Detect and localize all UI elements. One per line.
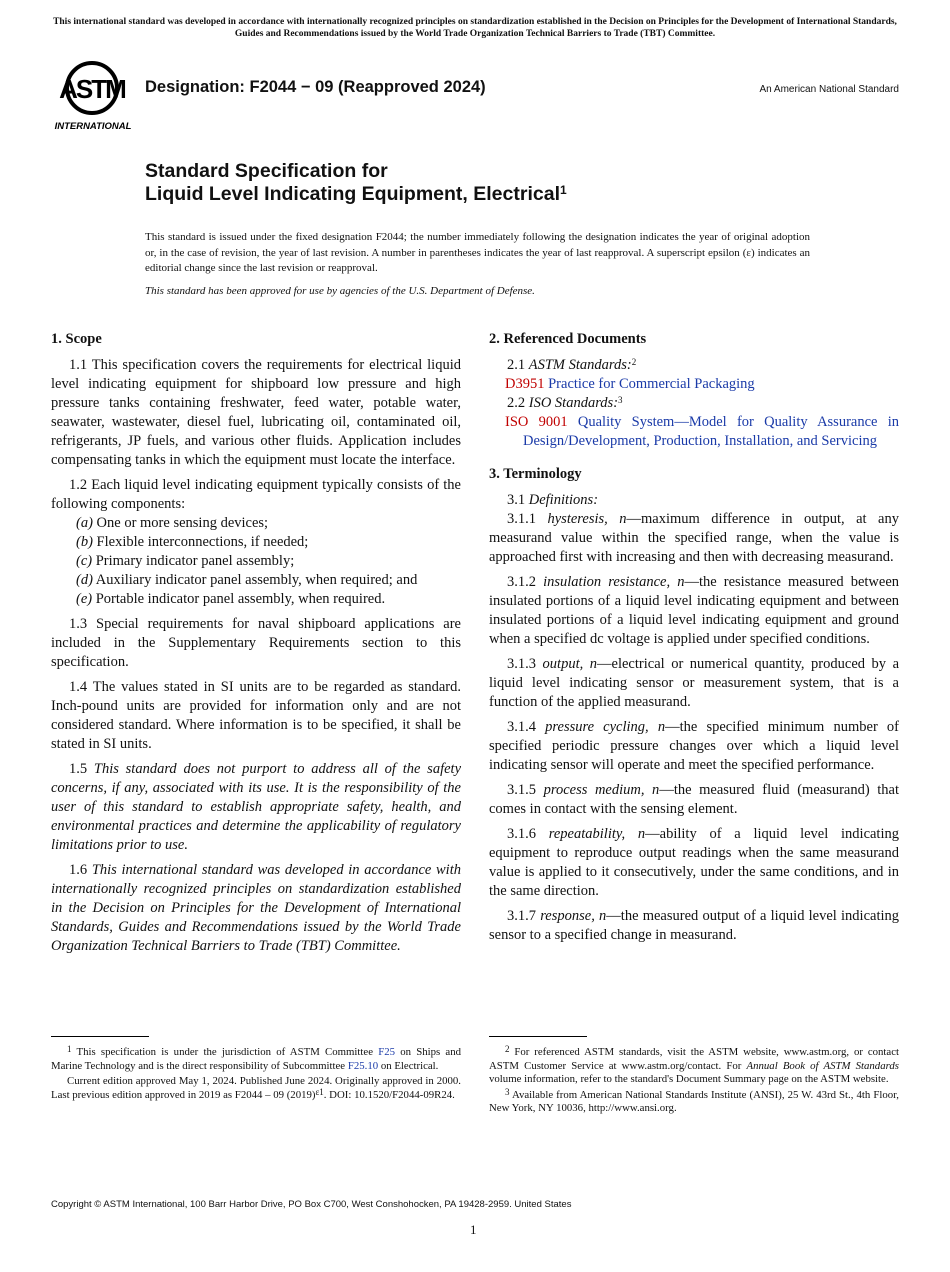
right-column bbox=[489, 330, 899, 951]
reference-code: D3951 bbox=[505, 376, 545, 392]
definition-repeatability: 3.1.6 repeatability, n—ability of a liquid level indicating equipment to reproduce output readings when the same measurand value is applied to it consecutively, under the same conditions, and in the same direction. bbox=[489, 826, 899, 899]
para-1-2: 1.2 Each liquid level indicating equipment typically consists of the following components: bbox=[51, 477, 461, 512]
title-footnote-mark: 1 bbox=[559, 183, 567, 197]
list-item: (d) Auxiliary indicator panel assembly, when required; and bbox=[76, 572, 418, 588]
logo-label: INTERNATIONAL bbox=[54, 121, 132, 132]
para-1-3: 1.3 Special requirements for naval shipboard applications are included in the Supplementary Requirements section to this specification. bbox=[51, 616, 461, 670]
list-item: (c) Primary indicator panel assembly; bbox=[76, 553, 295, 569]
definition-process-medium: 3.1.5 process medium, n—the measured fluid (measurand) that comes in contact with the sensing element. bbox=[489, 782, 900, 817]
para-1-5: 1.5 This standard does not purport to address all of the safety concerns, if any, associated with its use. It is the responsibility of the user of this standard to establish appropriate safety, health, and environmental practices and determine the applicability of regulatory limitations prior to use. bbox=[51, 761, 462, 853]
footnote-divider-right bbox=[489, 1036, 587, 1037]
subsection-3-1: 3.1 Definitions: bbox=[507, 492, 599, 508]
footnote-3: $^3$ Available from American National Standards Institute (ANSI), 25 W. 43rd St., 4th Floor, New York, NY 10036, http://www.ansi.org. bbox=[489, 1086, 899, 1114]
footnote-divider-left bbox=[51, 1036, 149, 1037]
definition-pressure-cycling: 3.1.4 pressure cycling, n—the specified minimum number of specified periodic pressure changes over which a liquid level indicating sensor will operate and meet the specified performance. bbox=[489, 719, 899, 773]
reference-title-link: Quality System—Model for Quality Assurance in Design/Development, Production, Installation, and Servicing bbox=[523, 414, 899, 449]
section-scope-heading: 1. Scope bbox=[51, 331, 102, 347]
astm-logo bbox=[52, 58, 134, 132]
footnotes-left bbox=[51, 1046, 461, 1104]
list-item: (a) One or more sensing devices; bbox=[76, 515, 269, 531]
subsection-2-2: 2.2 ISO Standards:$^3$ bbox=[507, 395, 623, 411]
reference-code: ISO 9001 bbox=[505, 414, 568, 430]
footnote-1: $^1$ This specification is under the jurisdiction of ASTM Committee F25 on Ships and Marine Technology and is the direct responsibility of Subcommittee F25.10 on Electrical. bbox=[51, 1044, 462, 1072]
section-terminology-heading: 3. Terminology bbox=[489, 466, 582, 482]
reference-d3951[interactable] bbox=[505, 375, 899, 394]
title-line-1: Standard Specification for bbox=[145, 160, 388, 182]
definition-response: 3.1.7 response, n—the measured output of a liquid level indicating sensor to a specified change in measurand. bbox=[489, 908, 900, 943]
svg-text:ASTM: ASTM bbox=[59, 74, 125, 104]
page-number: 1 bbox=[470, 1222, 477, 1237]
reference-iso-9001[interactable] bbox=[505, 413, 899, 451]
definition-insulation-resistance: 3.1.2 insulation resistance, n—the resistance measured between insulated portions of a liquid level indicating equipment and between insulated portions of a liquid level indicating equipment and ground when a specified dc voltage is applied under specified conditions. bbox=[489, 574, 900, 647]
list-item: (e) Portable indicator panel assembly, when required. bbox=[76, 591, 386, 607]
para-1-6: 1.6 This international standard was developed in accordance with internationally recognized principles on standardization established in the Decision on Principles for the Development of International Standards, Guides and Recommendations issued by the World Trade Organization Technical Barriers to Trade (TBT) Committee. bbox=[51, 862, 461, 954]
left-column bbox=[51, 330, 461, 962]
footnotes-right bbox=[489, 1046, 899, 1118]
section-references-heading: 2. Referenced Documents bbox=[489, 331, 647, 347]
subsection-2-1: 2.1 ASTM Standards:$^2$ bbox=[507, 357, 637, 373]
para-1-1: 1.1 This specification covers the requirements for electrical liquid level indicating equipment for shipboard low pressure and high pressure tanks containing freshwater, feed water, potable water, seawater, wastewater, diesel fuel, lubricating oil, contaminated oil, refrigerants, JP fuels, and various other fluids. Application includes compensating tanks in which the equipment must locate the interface. bbox=[51, 357, 461, 468]
dod-approval: This standard has been approved for use by agencies of the U.S. Department of Defense. bbox=[145, 285, 535, 297]
designation: Designation: F2044 − 09 (Reapproved 2024) bbox=[145, 78, 486, 96]
document-title bbox=[145, 160, 567, 206]
definition-output: 3.1.3 output, n—electrical or numerical quantity, produced by a liquid level indicating sensor or measurement system, that is a function of the applied measurand. bbox=[489, 656, 900, 710]
list-item: (b) Flexible interconnections, if needed; bbox=[76, 534, 309, 550]
top-note: This international standard was developed in accordance with internationally recognized principles on standardization established in the Decision on Principles for the Development of International Standards, Guides and Recommendations issued by the World Trade Organization Technical Barriers to Trade (TBT) Committee. bbox=[53, 17, 897, 39]
definition-hysteresis: 3.1.1 hysteresis, n—maximum difference in output, at any measurand value within the specified range, when the value is approached first with increasing and then with decreasing measurand. bbox=[489, 511, 899, 565]
footnote-2: $^2$ For referenced ASTM standards, visit the ASTM website, www.astm.org, or contact ASTM Customer Service at www.astm.org/contact. For Annual Book of ASTM Standards volume information, refer to the standard's Document Summary page on the ASTM website. bbox=[489, 1044, 899, 1085]
national-standard-label: An American National Standard bbox=[759, 84, 899, 95]
issued-statement: This standard is issued under the fixed designation F2044; the number immediately following the designation indicates the year of original adoption or, in the case of revision, the year of last revision. A number in parentheses indicates the year of last reapproval. A superscript epsilon (ε) indicates an editorial change since the last revision or reapproval. bbox=[145, 231, 810, 274]
committee-f25-link[interactable]: F25 bbox=[378, 1046, 396, 1058]
subcommittee-f25-10-link[interactable]: F25.10 bbox=[347, 1059, 379, 1072]
copyright-notice: Copyright © ASTM International, 100 Barr Harbor Drive, PO Box C700, West Conshohocken, PA 19428-2959. United States bbox=[51, 1199, 572, 1210]
title-line-2: Liquid Level Indicating Equipment, Electrical$^1$ bbox=[145, 183, 567, 205]
reference-title-link: Practice for Commercial Packaging bbox=[548, 376, 755, 392]
para-1-4: 1.4 The values stated in SI units are to be regarded as standard. Inch-pound units are provided for information only and are not considered standard. Where information is to be specified, it shall be stated in SI units. bbox=[51, 679, 461, 752]
footnote-1-edition: Current edition approved May 1, 2024. Published June 2024. Originally approved in 2000. Last previous edition approved in 2019 as F2044 – 09 $(2019)^{\varepsilon 1}$. DOI: 10.1520/F2044-09R24. bbox=[51, 1075, 461, 1101]
